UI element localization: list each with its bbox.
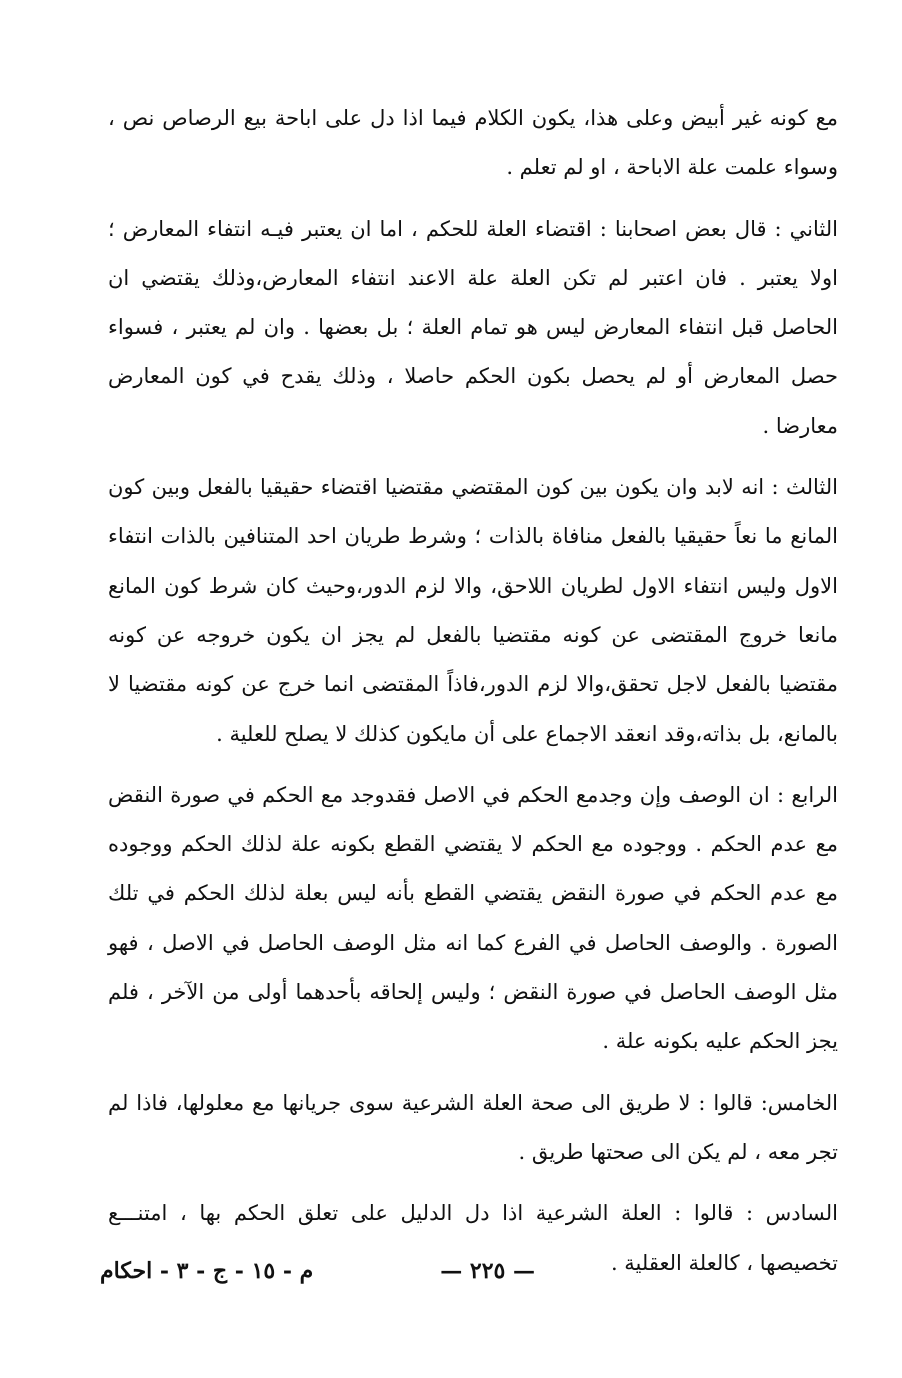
paragraph-sixth: السادس : قالوا : العلة الشرعية اذا دل الدليل على تعلق الحكم بها ، امتنـــع تخصيصها ، كالعلة العقلية .: [108, 1201, 838, 1275]
body-text: [108, 94, 838, 1300]
paragraph-second: الثاني : قال بعض اصحابنا : اقتضاء العلة للحكم ، اما ان يعتبر فيـه انتفاء المعارض ؛ اولا يعتبر . فان اعتبر لم تكن العلة علة الاعند انتفاء المعارض،وذلك يقتضي ان الحاصل قبل انتفاء المعارض ليس هو تمام العلة ؛ بل بعضها . وان لم يعتبر ، فسواء حصل المعارض أو لم يحصل بكون الحكم حاصلا ، وذلك يقدح في كون المعارض معارضا .: [108, 216, 838, 438]
page-footer: [100, 1258, 840, 1298]
paragraph-continuation: مع كونه غير أبيض وعلى هذا، يكون الكلام فيما اذا دل على اباحة بيع الرصاص نص ، وسواء علمت علة الاباحة ، او لم تعلم .: [108, 106, 838, 180]
page-number: — ٢٢٥ —: [440, 1258, 535, 1284]
paragraph-fifth: الخامس: قالوا : لا طريق الى صحة العلة الشرعية سوى جريانها مع معلولها، فاذا لم تجر معه ، لم يكن الى صحتها طريق .: [108, 1090, 838, 1164]
paragraph-third: الثالث : انه لابد وان يكون بين كون المقتضي مقتضيا اقتضاء حقيقيا بالفعل وبين كون المانع ما نعاً حقيقيا بالفعل منافاة بالذات ؛ وشرط طريان احد المتنافين بالذات انتفاء الاول وليس انتفاء الاول لطريان اللاحق، والا لزم الدور،وحيث كان شرط كون المانع مانعا خروج المقتضى عن كونه مقتضيا بالفعل لم يجز ان يكون خروجه عن كونه مقتضيا بالفعل لاجل تحقق،والا لزم الدور،فاذاً المقتضى انما خرج عن كونه مقتضيا لا بالمانع، بل بذاته،وقد انعقد الاجماع على أن مايكون كذلك لا يصلح للعلية .: [108, 475, 838, 746]
signature-mark: م - ١٥ - ج - ٣ - احكام: [100, 1258, 314, 1284]
paragraph-fourth: الرابع : ان الوصف وإن وجدمع الحكم في الاصل فقدوجد مع الحكم في صورة النقض مع عدم الحكم . ووجوده مع الحكم لا يقتضي القطع بكونه علة لذلك الحكم ووجوده مع عدم الحكم في صورة النقض يقتضي القطع بأنه ليس بعلة لذلك الحكم في تلك الصورة . والوصف الحاصل في الفرع كما انه مثل الوصف الحاصل في الاصل ، فهو مثل الوصف الحاصل في صورة النقض ؛ وليس إلحاقه بأحدهما أولى من الآخر ، فلم يجز الحكم عليه بكونه علة .: [108, 782, 838, 1054]
